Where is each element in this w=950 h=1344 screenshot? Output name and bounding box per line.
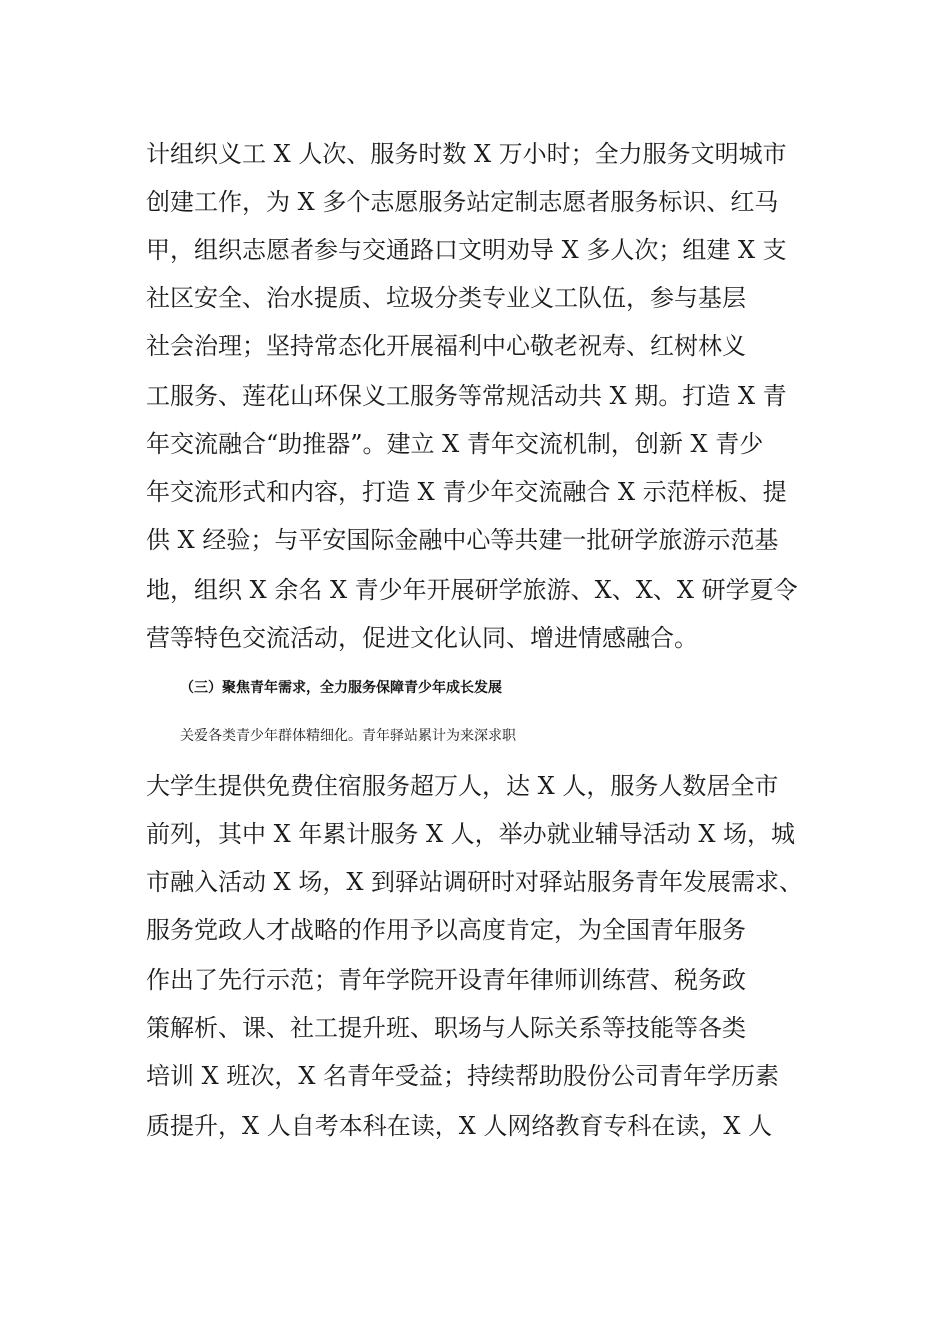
paragraph-line: 质提升，X 人自考本科在读，X 人网络教育专科在读，X 人 [146,1112,773,1140]
paragraph-line: 地，组织 X 余名 X 青少年开展研学旅游、X、X、X 研学夏令 [146,576,798,604]
paragraph-line: 关爱各类青少年群体精细化。青年驿站累计为来深求职 [180,728,516,744]
paragraph-line: 营等特色交流活动，促进文化认同、增进情感融合。 [146,624,698,652]
section-heading: （三）聚焦青年需求，全力服务保障青少年成长发展 [180,680,502,696]
paragraph-line: 创建工作，为 X 多个志愿服务站定制志愿者服务标识、红马 [146,188,779,216]
paragraph-line: 市融入活动 X 场，X 到驿站调研时对驿站服务青年发展需求、 [146,868,804,896]
paragraph-line: 年交流形式和内容，打造 X 青少年交流融合 X 示范样板、提 [146,478,787,506]
paragraph-line: 年交流融合“助推器”。建立 X 青年交流机制，创新 X 青少 [146,430,764,458]
paragraph-line: 策解析、课、社工提升班、职场与人际关系等技能等各类 [146,1014,746,1042]
paragraph-line: 计组织义工 X 人次、服务时数 X 万小时；全力服务文明城市 [146,140,787,168]
paragraph-line: 培训 X 班次，X 名青年受益；持续帮助股份公司青年学历素 [146,1062,780,1090]
paragraph-line: 服务党政人才战略的作用予以高度肯定，为全国青年服务 [146,916,746,944]
paragraph-line: 社会治理；坚持常态化开展福利中心敬老祝寿、红树林义 [146,332,746,360]
paragraph-line: 甲，组织志愿者参与交通路口文明劝导 X 多人次；组建 X 支 [146,236,787,264]
paragraph-line: 前列，其中 X 年累计服务 X 人，举办就业辅导活动 X 场，城 [146,820,796,848]
paragraph-line: 大学生提供免费住宿服务超万人，达 X 人，服务人数居全市 [146,772,779,800]
paragraph-line: 作出了先行示范；青年学院开设青年律师训练营、税务政 [146,966,746,994]
paragraph-line: 供 X 经验；与平安国际金融中心等共建一批研学旅游示范基 [146,526,779,554]
paragraph-line: 社区安全、治水提质、垃圾分类专业义工队伍，参与基层 [146,284,746,312]
paragraph-line: 工服务、莲花山环保义工服务等常规活动共 X 期。打造 X 青 [146,382,787,410]
